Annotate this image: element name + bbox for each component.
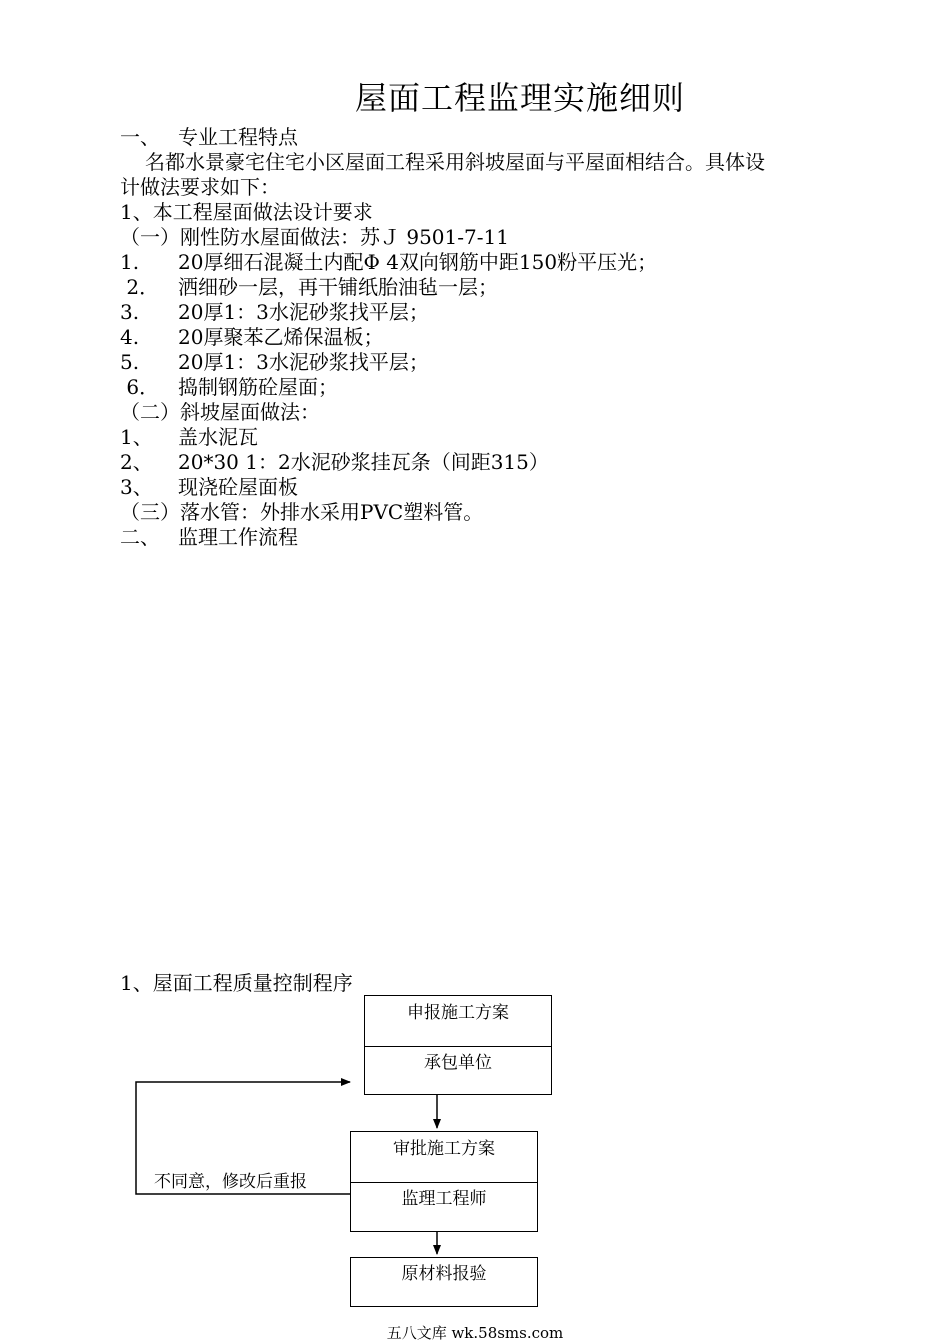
- item-text: 洒细砂一层，再干铺纸胎油毡一层；: [178, 275, 498, 299]
- item-number: 5.: [120, 350, 140, 374]
- box-divider: [365, 1046, 551, 1047]
- document-title: 屋面工程监理实施细则: [354, 79, 685, 117]
- flat-roof-item: [120, 325, 383, 350]
- flow-heading: 1、屋面工程质量控制程序: [120, 971, 353, 995]
- flat-roof-item: [120, 375, 338, 400]
- rejection-loop-label: 不同意，修改后重报: [154, 1172, 307, 1192]
- drain-pipe-line: （三）落水管：外排水采用PVC塑料管。: [120, 500, 484, 524]
- section-number: 二、: [120, 525, 160, 549]
- item-number: 4.: [120, 325, 140, 349]
- flow-box-submit-plan: [364, 995, 552, 1095]
- flow-box-approve-plan: [350, 1131, 538, 1232]
- item-number: 3.: [120, 300, 140, 324]
- item-text: 20厚1：3水泥砂浆找平层；: [178, 300, 429, 324]
- item-number: 6．: [120, 375, 160, 399]
- item-number: 2．: [120, 275, 160, 299]
- section-2-heading: [120, 525, 298, 550]
- flow-box-material-inspection: [350, 1257, 538, 1307]
- item-number: 1、: [120, 425, 153, 449]
- box-title: 申报施工方案: [407, 1003, 509, 1023]
- intro-line-1: 名都水景豪宅住宅小区屋面工程采用斜坡屋面与平屋面相结合。具体设: [145, 150, 765, 174]
- flat-roof-item: [120, 300, 429, 325]
- section-number: 一、: [120, 125, 160, 149]
- intro-line-2: 计做法要求如下：: [120, 175, 280, 199]
- item-number: 2、: [120, 450, 153, 474]
- item-text: 捣制钢筋砼屋面；: [178, 375, 338, 399]
- box-role: 监理工程师: [401, 1189, 487, 1209]
- box-title: 审批施工方案: [393, 1139, 495, 1159]
- slope-roof-heading: （二）斜坡屋面做法：: [120, 400, 320, 424]
- box-title: 原材料报验: [401, 1264, 487, 1284]
- section-title: 监理工作流程: [178, 525, 298, 549]
- box-role: 承包单位: [424, 1053, 492, 1073]
- slope-roof-item: [120, 450, 549, 475]
- flat-roof-heading: （一）刚性防水屋面做法：苏Ｊ 9501-7-11: [120, 225, 509, 249]
- section-1-heading: [120, 125, 298, 150]
- flat-roof-item: [120, 250, 657, 275]
- slope-roof-item: [120, 475, 298, 500]
- item-number: 1.: [120, 250, 140, 274]
- item-text: 20厚细石混凝土内配Φ 4双向钢筋中距150粉平压光；: [178, 250, 658, 274]
- box-divider: [351, 1182, 537, 1183]
- section-title: 专业工程特点: [178, 125, 298, 149]
- footer-watermark: 五八文库 wk.58sms.com: [386, 1324, 564, 1342]
- item-text: 20*30 1：2水泥砂浆挂瓦条（间距315）: [178, 450, 549, 474]
- item-text: 20厚聚苯乙烯保温板；: [178, 325, 384, 349]
- flat-roof-item: [120, 350, 429, 375]
- item-text: 现浇砼屋面板: [178, 475, 298, 499]
- flat-roof-item: [120, 275, 498, 300]
- item-number: 3、: [120, 475, 153, 499]
- item-text: 20厚1：3水泥砂浆找平层；: [178, 350, 429, 374]
- item-text: 盖水泥瓦: [178, 425, 258, 449]
- slope-roof-item: [120, 425, 258, 450]
- requirements-heading: 1、本工程屋面做法设计要求: [120, 200, 373, 224]
